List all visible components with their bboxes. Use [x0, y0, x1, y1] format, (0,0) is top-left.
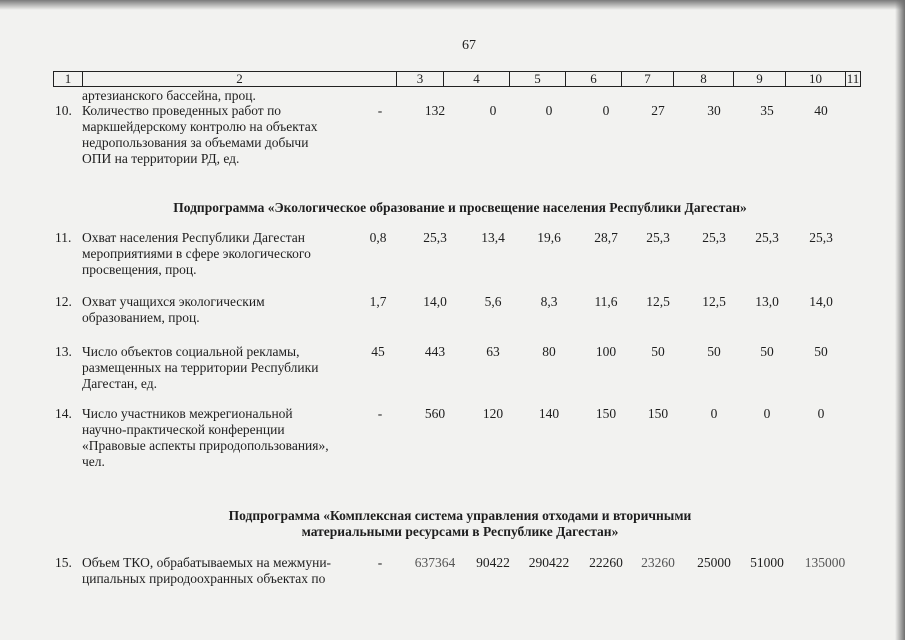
- cell-col-8: 12,5: [646, 294, 670, 309]
- header-col-3: 3: [396, 71, 443, 87]
- cell-col-5: 0: [489, 103, 497, 118]
- row-description: [82, 344, 352, 392]
- description-line: мероприятиями в сфере экологического: [82, 246, 311, 261]
- description-line: ОПИ на территории РД, ед.: [82, 151, 240, 166]
- cell-col-8: 150: [647, 406, 669, 421]
- cell-col-4: 443: [424, 344, 446, 359]
- cell-col-4: 637364: [414, 555, 456, 570]
- cell-col-11: 135000: [804, 555, 846, 570]
- cell-col-11: 25,3: [809, 230, 833, 245]
- row-description: [82, 406, 352, 470]
- cell-col-6: 80: [542, 344, 556, 359]
- cell-col-6: 8,3: [540, 294, 558, 309]
- row-number: 15.: [55, 555, 72, 570]
- cell-col-11: 50: [814, 344, 828, 359]
- scan-edge-shadow: [0, 0, 905, 10]
- cell-col-9: 25000: [697, 555, 731, 570]
- subprogram-heading-line: Подпрограмма «Комплексная система управления отходами и вторичными: [228, 508, 692, 523]
- header-col-7: 7: [621, 71, 673, 87]
- header-col-11: 11: [846, 71, 860, 86]
- cell-col-7: 150: [595, 406, 617, 421]
- cell-col-3: -: [377, 406, 383, 421]
- cell-col-5: 63: [486, 344, 500, 359]
- cell-col-8: 23260: [641, 555, 675, 570]
- cell-col-6: 0: [545, 103, 553, 118]
- cell-col-10: 35: [760, 103, 774, 118]
- cell-col-6: 140: [538, 406, 560, 421]
- description-line: просвещения, проц.: [82, 262, 197, 277]
- subprogram-heading-line: материальными ресурсами в Республике Дагестан»: [301, 524, 619, 539]
- cell-col-8: 50: [651, 344, 665, 359]
- description-line: «Правовые аспекты природопользования»,: [82, 438, 329, 453]
- cell-col-9: 30: [707, 103, 721, 118]
- description-line: артезианского бассейна, проц.: [82, 88, 256, 103]
- row-number: 14.: [55, 406, 72, 421]
- header-col-2: 2: [82, 71, 396, 87]
- cell-col-11: 40: [814, 103, 828, 118]
- cell-col-7: 11,6: [594, 294, 618, 309]
- row-description: [82, 294, 352, 326]
- continued-description: [82, 88, 352, 104]
- cell-col-9: 0: [710, 406, 718, 421]
- description-line: Дагестан, ед.: [82, 376, 157, 391]
- cell-col-11: 14,0: [809, 294, 833, 309]
- cell-col-3: 1,7: [369, 294, 387, 309]
- description-line: ципальных природоохранных объектах по: [82, 571, 326, 586]
- cell-col-3: 45: [371, 344, 385, 359]
- cell-col-3: 0,8: [369, 230, 387, 245]
- description-line: Охват населения Республики Дагестан: [82, 230, 306, 245]
- cell-col-3: -: [377, 103, 383, 118]
- cell-col-11: 0: [817, 406, 825, 421]
- cell-col-10: 50: [760, 344, 774, 359]
- cell-col-9: 50: [707, 344, 721, 359]
- header-col-1: 1: [53, 71, 82, 87]
- table-header-row: [53, 71, 861, 87]
- row-description: [82, 230, 352, 278]
- description-line: размещенных на территории Республики: [82, 360, 319, 375]
- cell-col-10: 51000: [750, 555, 784, 570]
- cell-col-5: 13,4: [481, 230, 505, 245]
- subprogram-heading: Подпрограмма «Экологическое образование и просвещение населения Республики Дагестан»: [173, 200, 747, 215]
- row-number: 10.: [55, 103, 72, 118]
- header-col-6: 6: [565, 71, 621, 87]
- cell-col-6: 19,6: [537, 230, 561, 245]
- header-col-9: 9: [733, 71, 785, 87]
- cell-col-8: 27: [651, 103, 665, 118]
- description-line: Охват учащихся экологическим: [82, 294, 265, 309]
- header-col-5: 5: [509, 71, 565, 87]
- cell-col-3: -: [377, 555, 383, 570]
- description-line: чел.: [82, 454, 105, 469]
- row-description: [82, 103, 352, 167]
- row-number: 11.: [55, 230, 72, 245]
- header-col-10: 10: [785, 71, 845, 87]
- cell-col-5: 90422: [476, 555, 510, 570]
- subprogram-heading: [100, 508, 820, 540]
- row-number: 12.: [55, 294, 72, 309]
- cell-col-4: 25,3: [423, 230, 447, 245]
- cell-col-8: 25,3: [646, 230, 670, 245]
- description-line: научно-практической конференции: [82, 422, 285, 437]
- description-line: Число объектов социальной рекламы,: [82, 344, 300, 359]
- cell-col-5: 120: [482, 406, 504, 421]
- cell-col-4: 132: [424, 103, 446, 118]
- cell-col-6: 290422: [528, 555, 570, 570]
- cell-col-7: 28,7: [594, 230, 618, 245]
- cell-col-7: 0: [602, 103, 610, 118]
- page-number: 67: [462, 38, 476, 53]
- description-line: Число участников межрегиональной: [82, 406, 293, 421]
- cell-col-7: 100: [595, 344, 617, 359]
- row-number: 13.: [55, 344, 72, 359]
- cell-col-10: 0: [763, 406, 771, 421]
- cell-col-10: 25,3: [755, 230, 779, 245]
- cell-col-7: 22260: [589, 555, 623, 570]
- description-line: образованием, проц.: [82, 310, 200, 325]
- cell-col-9: 12,5: [702, 294, 726, 309]
- description-line: недропользования за объемами добычи: [82, 135, 309, 150]
- description-line: Объем ТКО, обрабатываемых на межмуни-: [82, 555, 332, 570]
- cell-col-9: 25,3: [702, 230, 726, 245]
- row-description: [82, 555, 352, 587]
- description-line: Количество проведенных работ по: [82, 103, 282, 118]
- cell-col-4: 14,0: [423, 294, 447, 309]
- cell-col-10: 13,0: [755, 294, 779, 309]
- cell-col-4: 560: [424, 406, 446, 421]
- header-col-4: 4: [443, 71, 509, 87]
- header-col-8: 8: [673, 71, 733, 87]
- description-line: маркшейдерскому контролю на объектах: [82, 119, 318, 134]
- cell-col-5: 5,6: [484, 294, 502, 309]
- scan-edge-shadow-right: [895, 0, 905, 640]
